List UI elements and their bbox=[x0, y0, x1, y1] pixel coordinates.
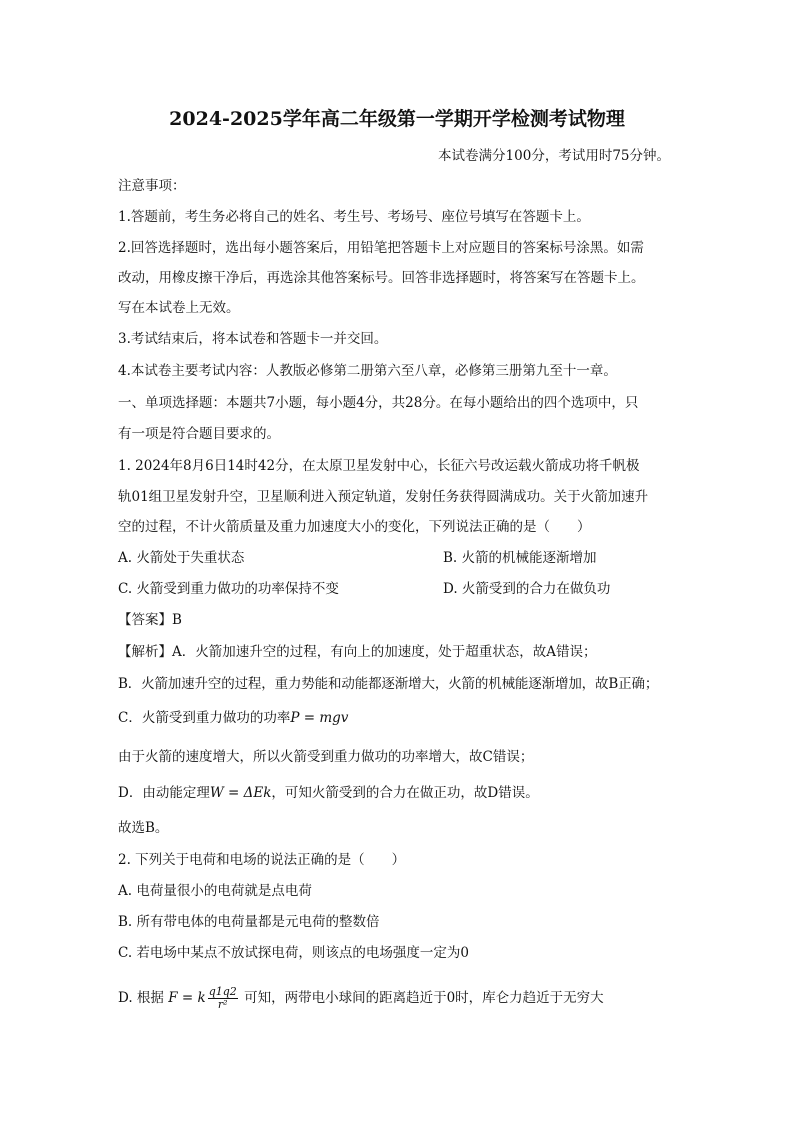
q2-option-d-text: 可知，两带电小球间的距离趋近于0时，库仑力趋近于无穷大 bbox=[244, 990, 604, 1006]
q2-option-d-label: D. 根据 bbox=[118, 990, 164, 1006]
notes-item-2-cont: 改动，用橡皮擦干净后，再选涂其他答案标号。回答非选择题时，将答案写在答题卡上。 bbox=[118, 270, 645, 286]
q2-option-d bbox=[118, 982, 604, 1014]
section-heading: 一、单项选择题：本题共7小题，每小题4分，共28分。在每小题给出的四个选项中，只 bbox=[118, 395, 639, 411]
q1-stem-line3: 空的过程，不计火箭质量及重力加速度大小的变化，下列说法正确的是（ ） bbox=[118, 519, 591, 535]
coulomb-formula-lhs: F = k bbox=[168, 990, 206, 1006]
coulomb-fraction bbox=[208, 986, 238, 1011]
q1-analysis-d-text: D．由动能定理 bbox=[118, 785, 210, 801]
q2-option-a: A. 电荷量很小的电荷就是点电荷 bbox=[118, 883, 312, 899]
q1-option-b: B. 火箭的机械能逐渐增加 bbox=[443, 550, 597, 566]
q1-stem-line2: 轨01组卫星发射升空，卫星顺利进入预定轨道，发射任务获得圆满成功。关于火箭加速升 bbox=[118, 489, 649, 505]
notes-item-1: 1.答题前，考生务必将自己的姓名、考生号、考场号、座位号填写在答题卡上。 bbox=[118, 209, 590, 225]
exam-subtitle: 本试卷满分100分，考试用时75分钟。 bbox=[438, 148, 670, 164]
fraction-numerator: q1q2 bbox=[208, 985, 237, 998]
q1-analysis-d-suffix: ，可知火箭受到的合力在做正功，故D错误。 bbox=[271, 785, 539, 801]
fraction-denominator: r² bbox=[217, 998, 228, 1011]
q1-option-c: C. 火箭受到重力做功的功率保持不变 bbox=[118, 581, 339, 597]
q2-stem: 2. 下列关于电荷和电场的说法正确的是（ ） bbox=[118, 852, 406, 868]
section-heading-cont: 有一项是符合题目要求的。 bbox=[118, 426, 280, 442]
notes-heading: 注意事项： bbox=[118, 178, 186, 194]
q1-analysis-b: B．火箭加速升空的过程，重力势能和动能都逐渐增大，火箭的机械能逐渐增加，故B正确； bbox=[118, 676, 659, 692]
notes-item-2: 2.回答选择题时，选出每小题答案后，用铅笔把答题卡上对应题目的答案标号涂黑。如需 bbox=[118, 240, 644, 256]
q1-analysis-a: 【解析】A．火箭加速升空的过程，有向上的加速度，处于超重状态，故A错误； bbox=[118, 644, 597, 660]
power-formula: P = mgv bbox=[290, 710, 349, 726]
q2-option-c: C. 若电场中某点不放试探电荷，则该点的电场强度一定为0 bbox=[118, 945, 470, 961]
notes-item-2-end: 写在本试卷上无效。 bbox=[118, 300, 240, 316]
q1-analysis-c-text: C．火箭受到重力做功的功率 bbox=[118, 710, 291, 726]
q1-option-a: A. 火箭处于失重状态 bbox=[118, 550, 245, 566]
q1-stem-line1: 1. 2024年8月6日14时42分，在太原卫星发射中心，长征六号改运载火箭成功将千帆极 bbox=[118, 458, 640, 474]
exam-title: 2024-2025学年高二年级第一学期开学检测考试物理 bbox=[169, 108, 625, 130]
q1-analysis-c bbox=[118, 708, 348, 728]
notes-item-3: 3.考试结束后，将本试卷和答题卡一并交回。 bbox=[118, 331, 388, 347]
q2-option-b: B. 所有带电体的电荷量都是元电荷的整数倍 bbox=[118, 914, 380, 930]
q1-analysis-d bbox=[118, 783, 539, 803]
q1-analysis-c2: 由于火箭的速度增大，所以火箭受到重力做功的功率增大，故C错误； bbox=[118, 749, 534, 765]
q1-conclusion: 故选B。 bbox=[118, 820, 169, 836]
notes-item-4: 4.本试卷主要考试内容：人教版必修第二册第六至八章，必修第三册第九至十一章。 bbox=[118, 363, 617, 379]
q1-option-d: D. 火箭受到的合力在做负功 bbox=[443, 581, 611, 597]
q1-answer: 【答案】B bbox=[118, 612, 182, 628]
work-energy-formula: W = ΔEk bbox=[209, 785, 272, 801]
